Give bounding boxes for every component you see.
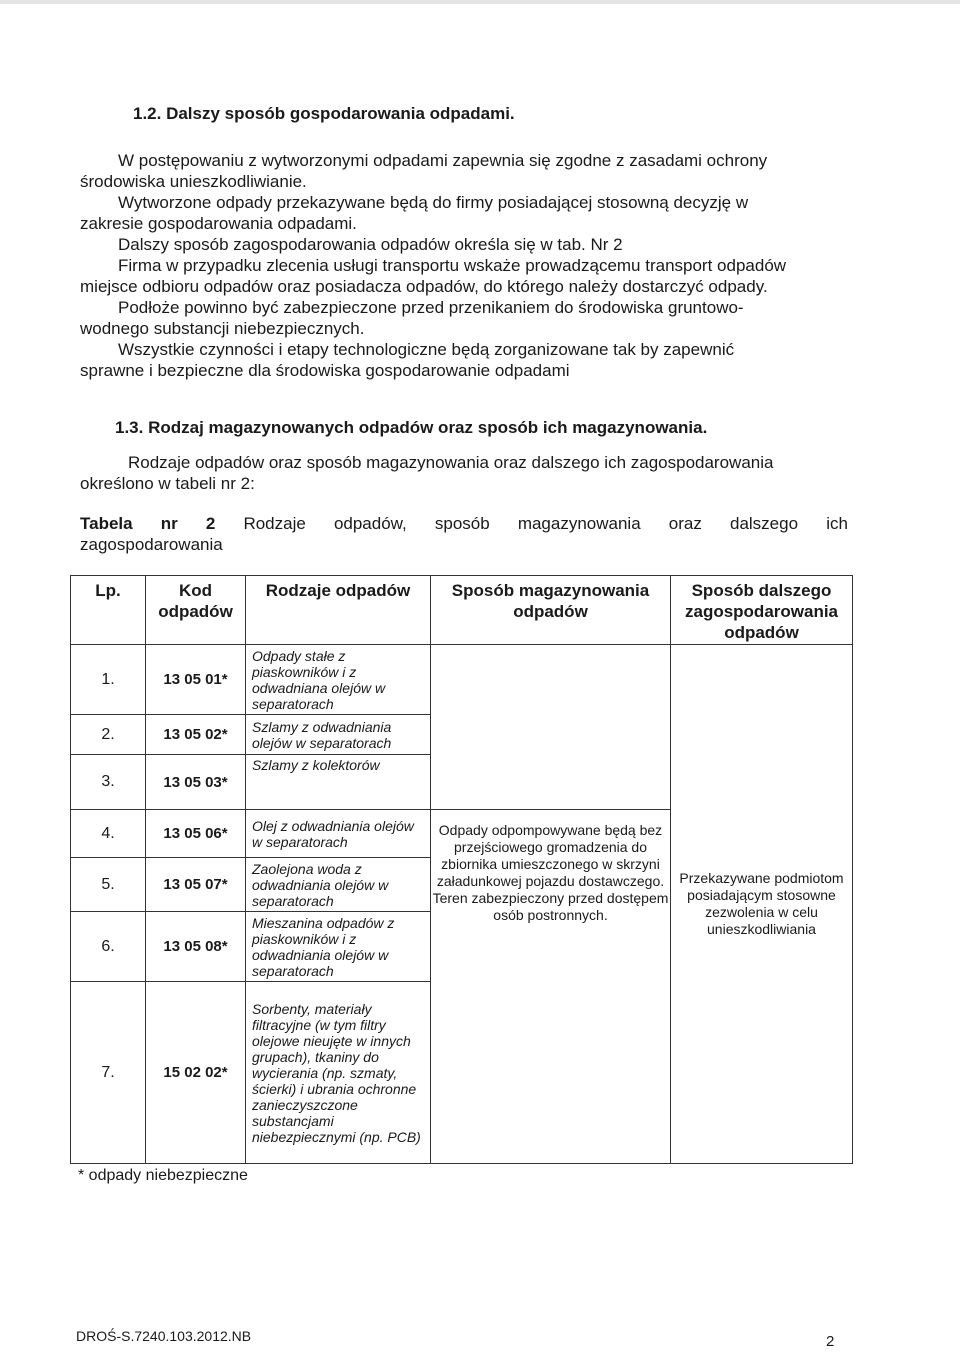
header-sposob-dalszego: Sposób dalszego zagospodarowania odpadów xyxy=(671,576,853,645)
body-line: Rodzaje odpadów oraz sposób magazynowania oraz dalszego ich zagospodarowania xyxy=(128,453,774,472)
header-lp: Lp. xyxy=(71,576,146,645)
caption-word: Rodzaje xyxy=(243,514,306,533)
row-kod: 13 05 07* xyxy=(146,858,246,912)
row-lp: 7. xyxy=(71,982,146,1164)
body-line: Wytworzone odpady przekazywane będą do firmy posiadającej stosowną decyzję w xyxy=(118,193,749,212)
waste-table xyxy=(70,575,853,1164)
row-kod: 15 02 02* xyxy=(146,982,246,1164)
body-line: miejsce odbioru odpadów oraz posiadacza odpadów, do którego należy dostarczyć odpady. xyxy=(80,277,768,296)
body-line: środowiska unieszkodliwianie. xyxy=(80,172,307,191)
body-line: W postępowaniu z wytworzonymi odpadami zapewnia się zgodne z zasadami ochrony xyxy=(118,151,768,170)
row-rodzaj: Szlamy z kolektorów xyxy=(246,755,431,810)
caption-word: dalszego xyxy=(730,514,799,533)
row-lp: 5. xyxy=(71,858,146,912)
caption-word: ich xyxy=(826,514,848,533)
section-1-2-heading: 1.2. Dalszy sposób gospodarowania odpadami. xyxy=(133,104,515,123)
page-number: 2 xyxy=(826,1333,835,1350)
table-header-row xyxy=(71,576,853,645)
body-line: Wszystkie czynności i etapy technologiczne będą zorganizowane tak by zapewnić xyxy=(118,340,735,359)
body-line: wodnego substancji niebezpiecznych. xyxy=(80,319,365,338)
document-reference: DROŚ-S.7240.103.2012.NB xyxy=(76,1328,252,1344)
section-1-3-body xyxy=(80,452,848,494)
caption-word: Tabela xyxy=(80,514,133,533)
header-kod: Kod odpadów xyxy=(146,576,246,645)
body-line: Dalszy sposób zagospodarowania odpadów określa się w tab. Nr 2 xyxy=(118,235,623,254)
row-rodzaj: Olej z odwadniania olejów w separatorach xyxy=(246,810,431,858)
caption-word: sposób xyxy=(434,514,490,533)
row-rodzaj: Sorbenty, materiały filtracyjne (w tym filtry olejowe nieujęte w innych grupach), tkaniny do wycierania (np. szmaty, ścierki) i ubrania ochronne zanieczyszczone substancjami niebezpiecznymi (np. PCB) xyxy=(246,982,431,1164)
caption-word: odpadów, xyxy=(333,514,407,533)
header-sposob-magazynowania: Sposób magazynowania odpadów xyxy=(431,576,671,645)
table-row xyxy=(71,645,853,715)
footnote: * odpady niebezpieczne xyxy=(78,1167,248,1184)
caption-word: 2 xyxy=(205,514,216,533)
row-kod: 13 05 03* xyxy=(146,755,246,810)
row-rodzaj: Zaolejona woda z odwadniania olejów w separatorach xyxy=(246,858,431,912)
row-lp: 3. xyxy=(71,755,146,810)
caption-word: oraz xyxy=(668,514,702,533)
row-lp: 6. xyxy=(71,912,146,982)
section-1-2-body xyxy=(80,150,848,381)
body-line: Firma w przypadku zlecenia usługi transportu wskaże prowadzącemu transport odpadów xyxy=(118,256,787,275)
body-line: sprawne i bezpieczne dla środowiska gospodarowanie odpadami xyxy=(80,361,570,380)
header-rodzaje: Rodzaje odpadów xyxy=(246,576,431,645)
sposob-magazynowania-cell: Odpady odpompowywane będą bez przejściowego gromadzenia do zbiornika umieszczonego w skrzyni załadunkowej pojazdu dostawczego. Teren zabezpieczony przed dostępem osób postronnych. xyxy=(431,810,671,1164)
caption-line-2: zagospodarowania xyxy=(80,535,223,554)
body-line: Podłoże powinno być zabezpieczone przed przenikaniem do środowiska gruntowo- xyxy=(118,298,744,317)
row-kod: 13 05 08* xyxy=(146,912,246,982)
row-lp: 1. xyxy=(71,645,146,715)
row-rodzaj: Mieszanina odpadów z piaskowników i z odwadniania olejów w separatorach xyxy=(246,912,431,982)
caption-word: magazynowania xyxy=(517,514,641,533)
row-rodzaj: Odpady stałe z piaskowników i z odwadniana olejów w separatorach xyxy=(246,645,431,715)
scan-edge xyxy=(0,0,960,4)
row-lp: 2. xyxy=(71,715,146,755)
sposob-dalszego-cell: Przekazywane podmiotom posiadającym stosowne zezwolenia w celu unieszkodliwiania xyxy=(671,645,853,1164)
row-lp: 4. xyxy=(71,810,146,858)
caption-word: nr xyxy=(160,514,178,533)
row-kod: 13 05 06* xyxy=(146,810,246,858)
body-line: zakresie gospodarowania odpadami. xyxy=(80,214,357,233)
body-line: określono w tabeli nr 2: xyxy=(80,474,255,493)
row-rodzaj: Szlamy z odwadniania olejów w separatorach xyxy=(246,715,431,755)
section-1-3-heading: 1.3. Rodzaj magazynowanych odpadów oraz sposób ich magazynowania. xyxy=(115,418,708,437)
empty-cell xyxy=(431,645,671,810)
row-kod: 13 05 02* xyxy=(146,715,246,755)
table-caption xyxy=(80,513,848,555)
row-kod: 13 05 01* xyxy=(146,645,246,715)
